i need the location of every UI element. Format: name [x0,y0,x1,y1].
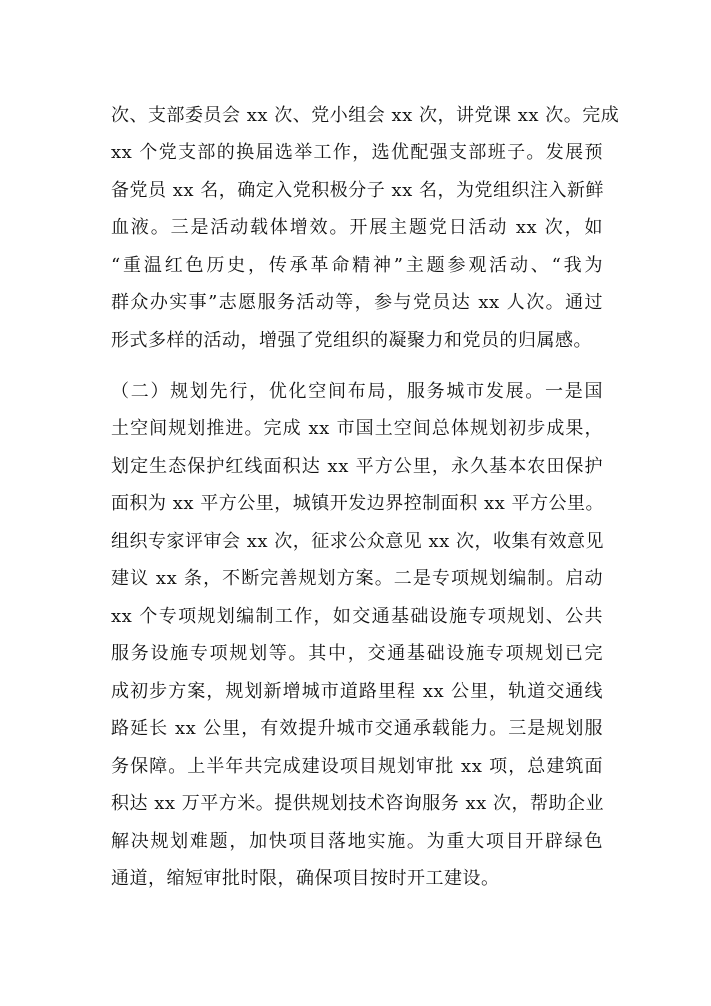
text-line: 通道，缩短审批时限，确保项目按时开工建设。 [111,868,500,889]
text-line: 划定生态保护红线面积达 xx 平方公里，永久基本农田保护 [111,456,603,477]
text-line: “重温红色历史，传承革命精神”主题参观活动、“我为 [111,255,603,276]
text-line: 务保障。上半年共完成建设项目规划审批 xx 项，总建筑面 [111,756,603,777]
section-heading-line: （二）规划先行，优化空间布局，服务城市发展。一是国 [111,381,603,402]
text-line: 路延长 xx 公里，有效提升城市交通承载能力。三是规划服 [111,718,603,739]
text-line: 解决规划难题，加快项目落地实施。为重大项目开辟绿色 [111,831,603,852]
text-line: 成初步方案，规划新增城市道路里程 xx 公里，轨道交通线 [111,681,603,702]
text-line: 面积为 xx 平方公里，城镇开发边界控制面积 xx 平方公里。 [111,493,604,514]
text-line: 次、支部委员会 xx 次、党小组会 xx 次，讲党课 xx 次。完成 [111,105,620,126]
text-line: 积达 xx 万平方米。提供规划技术咨询服务 xx 次，帮助企业 [111,793,604,814]
text-line: xx 个党支部的换届选举工作，选优配强支部班子。发展预 [111,142,603,163]
text-line: 建议 xx 条，不断完善规划方案。二是专项规划编制。启动 [111,568,603,589]
text-line: 形式多样的活动，增强了党组织的凝聚力和党员的归属感。 [111,330,592,351]
text-line: 服务设施专项规划等。其中，交通基础设施专项规划已完 [111,643,603,664]
text-line: 备党员 xx 名，确定入党积极分子 xx 名，为党组织注入新鲜 [111,180,604,201]
text-line: 组织专家评审会 xx 次，征求公众意见 xx 次，收集有效意见 [111,531,604,552]
text-line: 血液。三是活动载体增效。开展主题党日活动 xx 次，如 [111,217,603,238]
text-line: 群众办实事”志愿服务活动等，参与党员达 xx 人次。通过 [111,292,603,313]
text-line: xx 个专项规划编制工作，如交通基础设施专项规划、公共 [111,606,603,627]
text-line: 土空间规划推进。完成 xx 市国土空间总体规划初步成果， [111,418,603,439]
